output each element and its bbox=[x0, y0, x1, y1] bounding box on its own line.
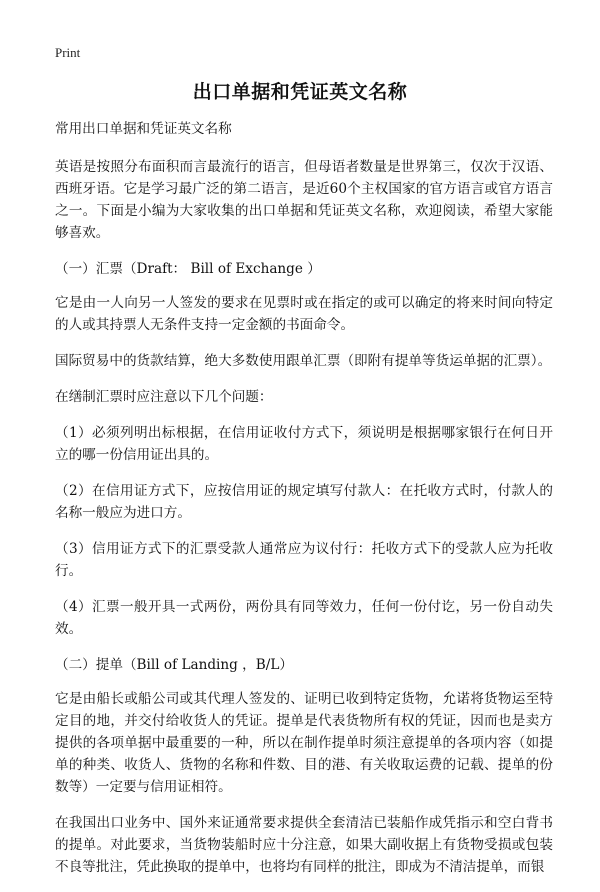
bill-of-lading-definition: 它是由船长或船公司或其代理人签发的、证明已收到特定货物，允诺将货物运至特定目的地，并交付给收货人的凭证。提单是代表货物所有权的凭证，因而也是卖方提供的各项单据中最重要的一种，所以在制作提单时须注意提单的各项内容（如提单的种类、收货人、货物的名称和件数、目的港、有关收取运费的记载、提单的份数等）一定要与信用证相符。 bbox=[55, 691, 553, 795]
draft-note-3: （3）信用证方式下的汇票受款人通常应为议付行：托收方式下的受款人应为托收行。 bbox=[55, 541, 553, 579]
intro-paragraph: 英语是按照分布面积而言最流行的语言，但母语者数量是世界第三，仅次于汉语、西班牙语。它是学习最广泛的第二语言，是近60个主权国家的官方语言或官方语言之一。下面是小编为大家收集的出口单据和凭证英文名称，欢迎阅读，希望大家能够喜欢。 bbox=[55, 159, 553, 241]
section-heading-draft: （一）汇票（Draft： Bill of Exchange ） bbox=[55, 261, 321, 277]
document-title: 出口单据和凭证英文名称 bbox=[192, 81, 408, 103]
draft-definition-paragraph: 它是由一人向另一人签发的要求在见票时或在指定的或可以确定的将来时间向特定的人或其持票人无条件支持一定金额的书面命令。 bbox=[55, 295, 553, 333]
section-heading-bill-of-lading: （二）提单（Bill of Landing ，B/L） bbox=[55, 657, 293, 673]
draft-usage-paragraph: 国际贸易中的货款结算，绝大多数使用跟单汇票（即附有提单等货运单据的汇票）。 bbox=[55, 353, 552, 369]
draft-note-1: （1）必须列明出标根据，在信用证收付方式下，须说明是根据哪家银行在何日开立的哪一份信用证出具的。 bbox=[55, 425, 553, 463]
draft-notes-intro: 在缮制汇票时应注意以下几个问题： bbox=[55, 389, 273, 405]
document-subtitle: 常用出口单据和凭证英文名称 bbox=[55, 121, 232, 137]
draft-note-4: （4）汇票一般开具一式两份，两份具有同等效力，任何一份付讫，另一份自动失效。 bbox=[55, 599, 553, 637]
print-link[interactable]: Print bbox=[55, 45, 81, 60]
bill-of-lading-requirements: 在我国出口业务中、国外来证通常要求提供全套清洁已装船作成凭指示和空白背书的提单。对此要求，当货物装船时应十分注意，如果大副收据上有货物受损或包装不良等批注，凭此换取的提单中，也将均有同样的批注，即成为不清洁提单，而银 bbox=[55, 815, 553, 875]
document-body bbox=[55, 118, 553, 892]
draft-note-2: （2）在信用证方式下，应按信用证的规定填写付款人：在托收方式时，付款人的名称一般应为进口方。 bbox=[55, 483, 553, 521]
